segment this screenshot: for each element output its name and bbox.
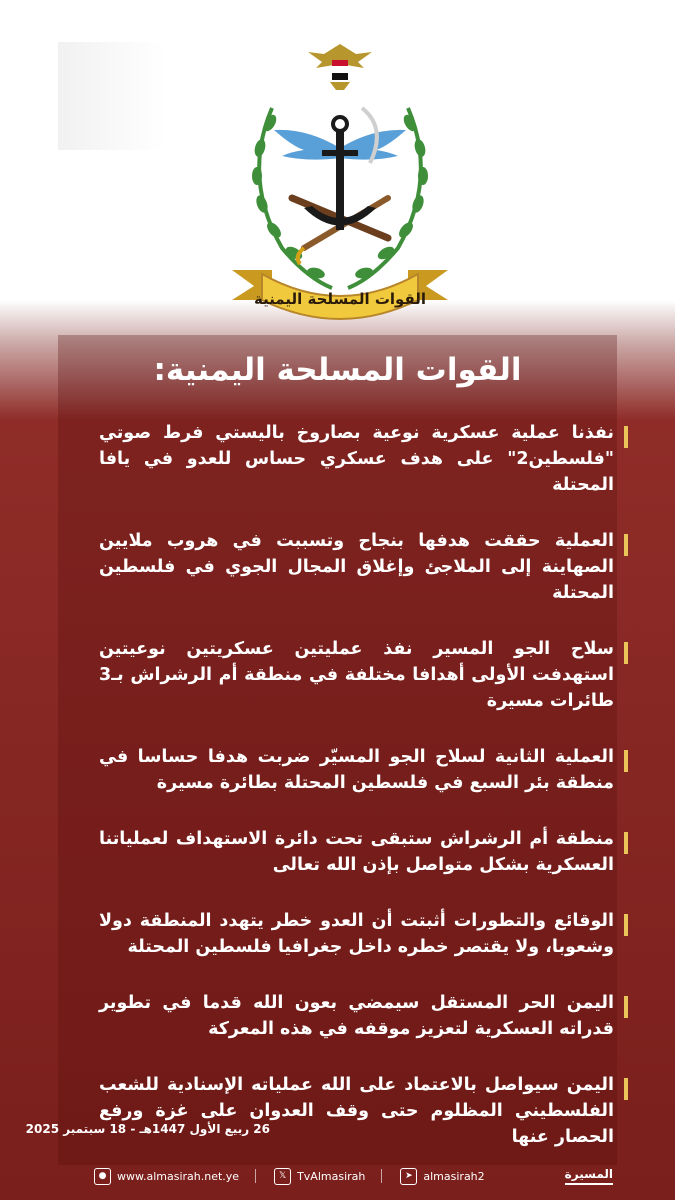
page-title: القوات المسلحة اليمنية:	[153, 352, 522, 388]
statement-text: سلاح الجو المسير نفذ عمليتين عسكريتين نوعيتين استهدفت الأولى أهدافا مختلفة في منطقة أم الرشراش بـ3 طائرات مسيرة	[99, 639, 614, 711]
anchor-icon	[304, 117, 376, 230]
statement-text: نفذنا عملية عسكرية نوعية بصاروخ باليستي فرط صوتي "فلسطين2" على هدف عسكري حساس للعدو في يافا المحتلة	[99, 423, 614, 495]
telegram-icon: ➤	[400, 1168, 417, 1185]
bullet-bar	[624, 914, 628, 936]
emblem-graphic	[212, 38, 468, 338]
statement-item	[88, 1072, 628, 1150]
x-account-link[interactable]	[274, 1168, 365, 1185]
bullet-bar	[624, 1078, 628, 1100]
statement-item	[88, 744, 628, 796]
bullet-bar	[624, 426, 628, 448]
armed-forces-emblem	[212, 38, 468, 338]
footer-divider	[381, 1169, 382, 1183]
name-banner	[232, 270, 448, 319]
bullet-bar	[624, 534, 628, 556]
statement-item	[88, 420, 628, 498]
globe-icon: ●	[94, 1168, 111, 1185]
statement-text: اليمن سيواصل بالاعتماد على الله عملياته الإسنادية للشعب الفلسطيني المظلوم حتى وقف العدوان على غزة ورفع الحصار عنها	[99, 1075, 614, 1147]
brand-logo: المسيرة	[565, 1167, 613, 1185]
x-handle-text: TvAlmasirah	[297, 1169, 366, 1183]
footer	[58, 1163, 617, 1189]
website-link[interactable]	[94, 1168, 239, 1185]
eagle-icon	[308, 44, 372, 90]
telegram-handle-text: almasirah2	[423, 1169, 485, 1183]
statement-item	[88, 826, 628, 878]
statement-text: العملية الثانية لسلاح الجو المسيّر ضربت هدفا حساسا في منطقة بئر السبع في فلسطين المحتلة بطائرة مسيرة	[99, 747, 614, 793]
bullet-bar	[624, 750, 628, 772]
statement-text: منطقة أم الرشراش ستبقى تحت دائرة الاستهداف لعملياتنا العسكرية بشكل متواصل بإذن الله تعالى	[99, 829, 614, 875]
statement-list	[88, 420, 628, 1150]
footer-divider	[255, 1169, 256, 1183]
publish-date: 26 ربيع الأول 1447هـ - 18 سبتمبر 2025	[25, 1122, 270, 1136]
corner-decoration	[58, 42, 236, 150]
statement-item	[88, 990, 628, 1042]
statement-text: العملية حققت هدفها بنجاح وتسببت في هروب ملايين الصهاينة إلى الملاجئ وإغلاق المجال الجوي في فلسطين المحتلة	[99, 531, 614, 603]
statement-text: اليمن الحر المستقل سيمضي بعون الله قدما في تطوير قدراته العسكرية لتعزيز موقفه في هذه المعركة	[99, 993, 614, 1039]
x-icon: 𝕏	[274, 1168, 291, 1185]
banner-text: القوات المسلحة اليمنية	[253, 290, 427, 308]
telegram-link[interactable]	[400, 1168, 484, 1185]
bullet-bar	[624, 642, 628, 664]
bullet-bar	[624, 996, 628, 1018]
website-text: www.almasirah.net.ye	[117, 1169, 240, 1183]
statement-item	[88, 636, 628, 714]
statement-item	[88, 908, 628, 960]
statement-item	[88, 528, 628, 606]
statement-text: الوقائع والتطورات أثبتت أن العدو خطر يتهدد المنطقة دولا وشعوبا، ولا يقتصر خطره داخل جغرافيا فلسطين المحتلة	[99, 911, 614, 957]
bullet-bar	[624, 832, 628, 854]
